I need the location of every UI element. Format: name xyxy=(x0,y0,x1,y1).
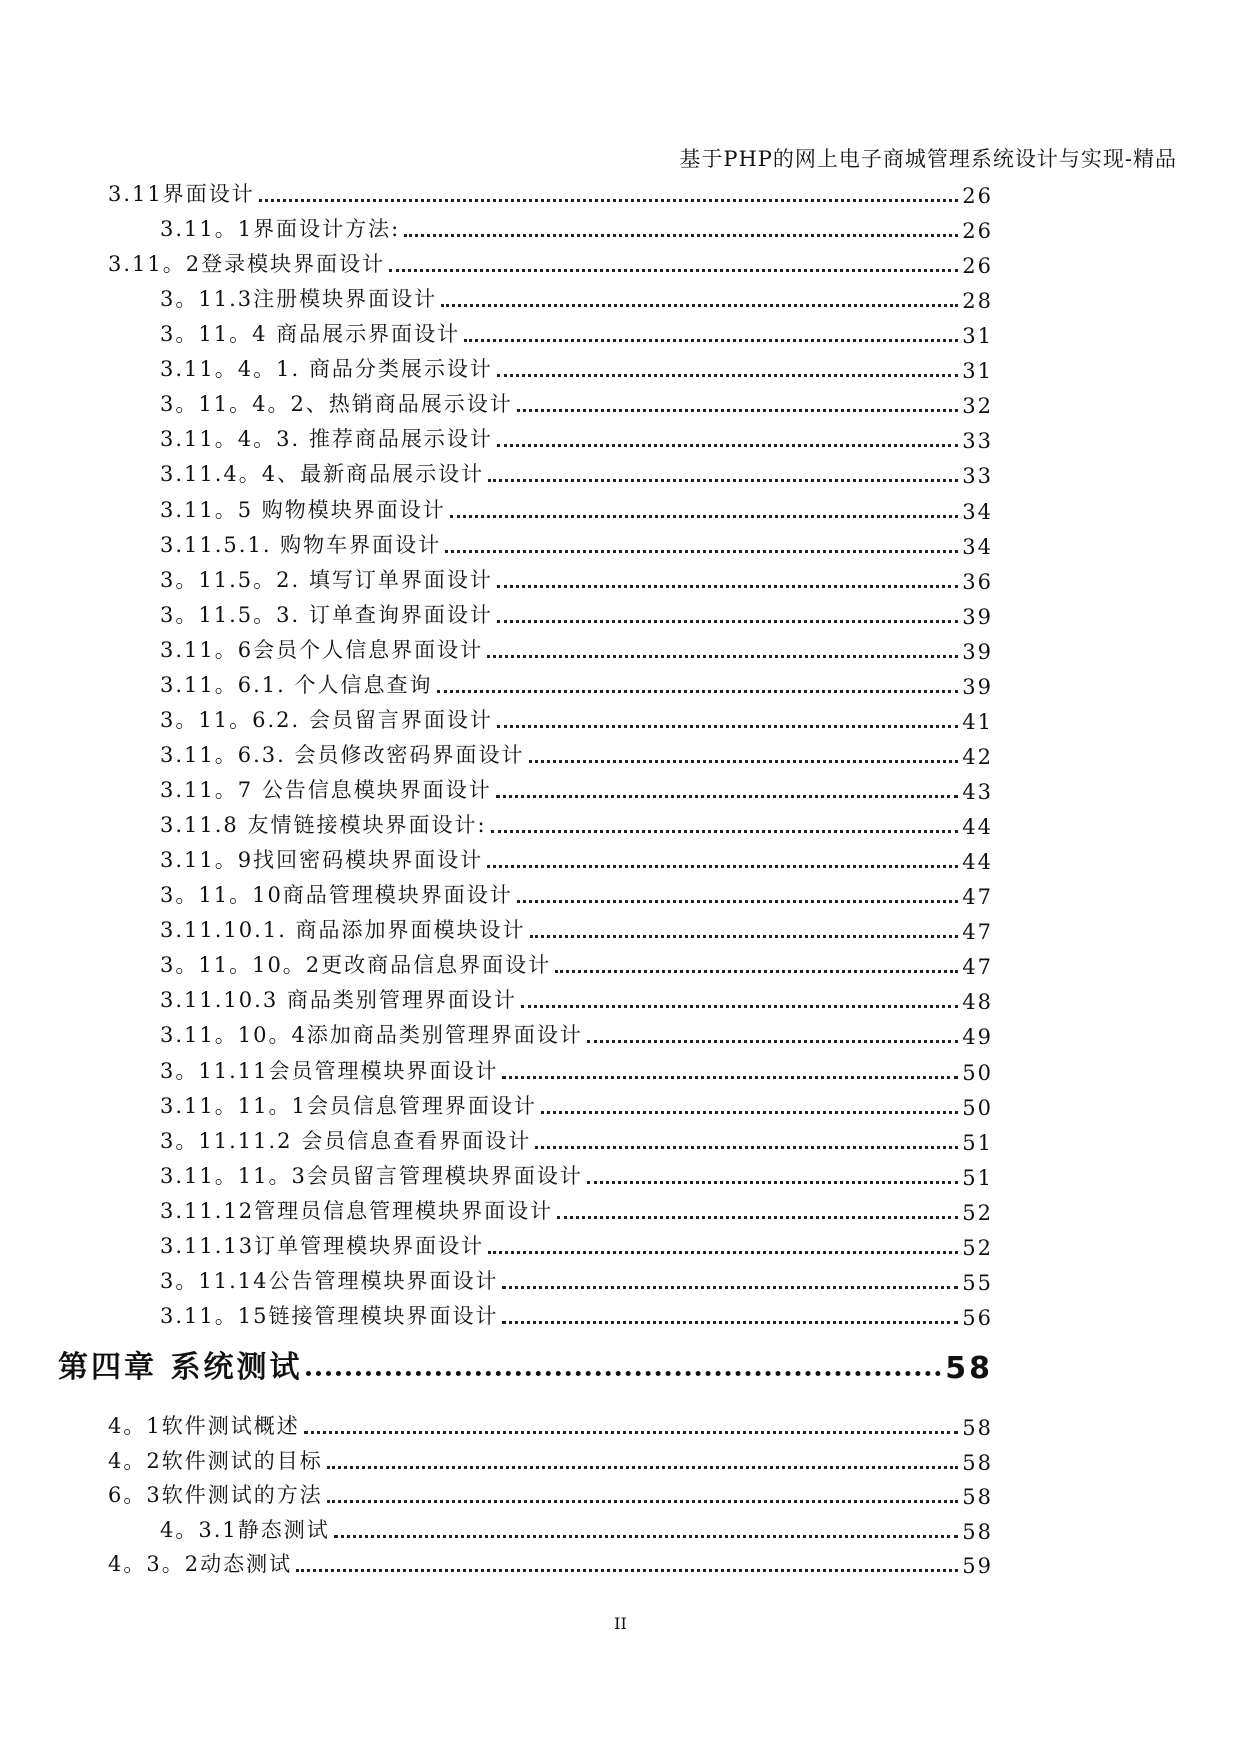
toc-leader-dots xyxy=(327,1465,959,1469)
toc-entry-label: 3。11.14公告管理模块界面设计 xyxy=(160,1268,499,1293)
toc-entry-label: 3.11。6.3. 会员修改密码界面设计 xyxy=(160,742,525,767)
toc-entry-page: 56 xyxy=(962,1305,993,1330)
toc-entry[interactable] xyxy=(160,770,993,804)
toc-entry-label: 4。2软件测试的目标 xyxy=(108,1448,323,1473)
toc-entry[interactable] xyxy=(160,560,993,594)
toc-entry[interactable] xyxy=(160,665,993,699)
toc-leader-dots xyxy=(502,1075,958,1079)
toc-entry-page: 47 xyxy=(962,920,993,945)
toc-leader-dots xyxy=(334,1534,959,1538)
toc-entry-label: 3.11.13订单管理模块界面设计 xyxy=(160,1233,485,1258)
toc-entry[interactable] xyxy=(160,1051,993,1085)
toc-entry[interactable] xyxy=(160,1191,993,1225)
toc-leader-dots xyxy=(327,1499,959,1503)
toc-entry-page: 26 xyxy=(962,184,993,208)
toc-entry-label: 4。3.1静态测试 xyxy=(160,1517,330,1542)
toc-entry-page: 28 xyxy=(962,289,993,314)
toc-entry[interactable] xyxy=(160,1156,993,1190)
toc-entry-label: 3.11。11。3会员留言管理模块界面设计 xyxy=(160,1163,583,1188)
toc-leader-dots xyxy=(535,1145,958,1149)
toc-entry[interactable] xyxy=(160,700,993,734)
toc-entry-page: 39 xyxy=(962,674,993,699)
toc-entry-label: 3.11。10。4添加商品类别管理界面设计 xyxy=(160,1023,583,1048)
toc-entry-page: 55 xyxy=(962,1270,993,1295)
toc-entry-label: 3.11。4。1. 商品分类展示设计 xyxy=(160,357,493,382)
toc-entry-page: 31 xyxy=(962,359,993,384)
page-number: II xyxy=(614,1614,627,1633)
toc-entry[interactable] xyxy=(160,525,993,559)
toc-leader-dots xyxy=(488,1250,958,1254)
toc-leader-dots xyxy=(555,969,958,973)
toc-entry-label: 3.11.12管理员信息管理模块界面设计 xyxy=(160,1198,554,1223)
toc-entry-label: 3。11。4 商品展示界面设计 xyxy=(160,322,461,347)
toc-leader-dots xyxy=(587,1180,958,1184)
toc-leader-dots xyxy=(389,268,958,272)
toc-entry-page: 34 xyxy=(962,499,993,524)
toc-leader-dots xyxy=(437,689,959,693)
toc-entry-label: 3。11。6.2. 会员留言界面设计 xyxy=(160,707,493,732)
toc-entry-page: 59 xyxy=(962,1554,993,1578)
toc-chapter-entry[interactable] xyxy=(58,1342,993,1386)
toc-entry-label: 3。11.11会员管理模块界面设计 xyxy=(160,1058,499,1083)
toc-leader-dots xyxy=(450,514,958,518)
toc-entry-label: 3.11。4。3. 推荐商品展示设计 xyxy=(160,427,493,452)
toc-leader-dots xyxy=(491,829,959,833)
toc-entry[interactable] xyxy=(160,630,993,664)
toc-entry[interactable] xyxy=(108,1441,993,1475)
toc-entry[interactable] xyxy=(160,875,993,909)
toc-leader-dots xyxy=(487,864,958,868)
toc-entry-label: 3。11.11.2 会员信息查看界面设计 xyxy=(160,1128,532,1153)
toc-entry-label: 3.11。6会员个人信息界面设计 xyxy=(160,637,484,662)
toc-entry-label: 3.11。1界面设计方法: xyxy=(160,217,401,242)
toc-entry-page: 52 xyxy=(962,1200,993,1225)
toc-entry-page: 33 xyxy=(962,464,993,489)
toc-entry-label: 3.11。2登录模块界面设计 xyxy=(108,252,386,277)
toc-entry-page: 58 xyxy=(962,1485,993,1509)
toc-leader-dots xyxy=(497,373,958,377)
toc-entry-label: 第四章 系统测试 xyxy=(58,1350,303,1385)
toc-leader-dots xyxy=(404,233,958,237)
toc-entry-page: 34 xyxy=(962,534,993,559)
toc-entry[interactable] xyxy=(160,980,993,1014)
toc-entry-page: 50 xyxy=(962,1095,993,1120)
toc-entry-page: 32 xyxy=(962,394,993,419)
toc-entry-page: 47 xyxy=(962,955,993,980)
toc-entry-page: 39 xyxy=(962,639,993,664)
toc-entry[interactable] xyxy=(108,244,993,278)
toc-entry-label: 3.11。7 公告信息模块界面设计 xyxy=(160,778,492,803)
toc-entry-label: 3.11.10.1. 商品添加界面模块设计 xyxy=(160,918,526,943)
toc-entry-label: 3.11。9找回密码模块界面设计 xyxy=(160,848,484,873)
toc-entry-page: 49 xyxy=(962,1025,993,1050)
toc-entry-label: 3。11。10商品管理模块界面设计 xyxy=(160,883,513,908)
toc-leader-dots xyxy=(259,198,959,202)
toc-entry-label: 3.11.4。4、最新商品展示设计 xyxy=(160,462,485,487)
toc-leader-dots xyxy=(497,619,958,623)
toc-entry[interactable] xyxy=(160,454,993,488)
toc-entry-page: 51 xyxy=(962,1130,993,1155)
toc-entry-page: 51 xyxy=(962,1165,993,1190)
toc-entry-page: 43 xyxy=(962,780,993,805)
toc-entry[interactable] xyxy=(160,1121,993,1155)
toc-leader-dots xyxy=(464,338,958,342)
toc-entry[interactable] xyxy=(160,945,993,979)
toc-entry[interactable] xyxy=(160,314,993,348)
toc-entry[interactable] xyxy=(160,1015,993,1049)
toc-entry-label: 3.11.5.1. 购物车界面设计 xyxy=(160,532,442,557)
toc-entry-page: 39 xyxy=(962,604,993,629)
toc-entry[interactable] xyxy=(160,349,993,383)
toc-entry-label: 3.11。6.1. 个人信息查询 xyxy=(160,672,433,697)
toc-entry[interactable] xyxy=(160,1261,993,1295)
toc-entry-label: 3。11。10。2更改商品信息界面设计 xyxy=(160,953,552,978)
toc-entry-page: 33 xyxy=(962,429,993,454)
toc-entry-label: 3.11.8 友情链接模块界面设计: xyxy=(160,813,487,838)
toc-entry-page: 44 xyxy=(962,815,993,840)
toc-leader-dots xyxy=(488,478,958,482)
toc-entry[interactable] xyxy=(160,910,993,944)
toc-leader-dots xyxy=(306,1370,941,1376)
toc-entry-page: 50 xyxy=(962,1060,993,1085)
toc-entry[interactable] xyxy=(160,1510,993,1544)
toc-entry-page: 58 xyxy=(962,1416,993,1440)
toc-entry-page: 52 xyxy=(962,1235,993,1260)
toc-leader-dots xyxy=(487,654,958,658)
toc-entry-label: 3.11界面设计 xyxy=(108,182,255,206)
toc-entry-label: 3.11。11。1会员信息管理界面设计 xyxy=(160,1093,537,1118)
toc-leader-dots xyxy=(557,1215,958,1219)
document-header: 基于PHP的网上电子商城管理系统设计与实现-精品 xyxy=(679,147,1177,171)
toc-entry-label: 4。1软件测试概述 xyxy=(108,1414,300,1438)
toc-entry[interactable] xyxy=(160,735,993,769)
toc-entry-page: 31 xyxy=(962,324,993,349)
toc-entry-page: 42 xyxy=(962,744,993,769)
toc-entry-page: 48 xyxy=(962,990,993,1015)
toc-entry-label: 6。3软件测试的方法 xyxy=(108,1483,323,1507)
toc-entry-page: 44 xyxy=(962,850,993,875)
toc-entry-label: 3。11。4。2、热销商品展示设计 xyxy=(160,392,513,417)
toc-entry-label: 3。11.3注册模块界面设计 xyxy=(160,287,438,312)
toc-leader-dots xyxy=(517,408,958,412)
toc-entry[interactable] xyxy=(160,419,993,453)
toc-entry-page: 26 xyxy=(962,254,993,279)
toc-leader-dots xyxy=(296,1568,958,1572)
toc-entry[interactable] xyxy=(160,805,993,839)
toc-leader-dots xyxy=(304,1430,959,1434)
toc-entry[interactable] xyxy=(160,1226,993,1260)
toc-entry-page: 36 xyxy=(962,569,993,594)
toc-entry[interactable] xyxy=(160,1086,993,1120)
toc-leader-dots xyxy=(530,934,959,938)
toc-entry-page: 26 xyxy=(962,219,993,244)
toc-entry[interactable] xyxy=(160,279,993,313)
toc-entry-label: 4。3。2动态测试 xyxy=(108,1552,293,1576)
toc-leader-dots xyxy=(497,584,958,588)
toc-leader-dots xyxy=(529,759,959,763)
toc-entry-label: 3.11。15链接管理模块界面设计 xyxy=(160,1303,499,1328)
toc-leader-dots xyxy=(541,1110,958,1114)
toc-leader-dots xyxy=(496,794,958,798)
toc-entry[interactable] xyxy=(108,174,993,208)
toc-entry[interactable] xyxy=(160,595,993,629)
toc-entry-label: 3.11.10.3 商品类别管理界面设计 xyxy=(160,988,517,1013)
toc-leader-dots xyxy=(497,443,958,447)
toc-entry[interactable] xyxy=(160,384,993,418)
toc-leader-dots xyxy=(445,549,958,553)
toc-entry-page: 41 xyxy=(962,709,993,734)
toc-leader-dots xyxy=(521,1004,958,1008)
toc-entry[interactable] xyxy=(108,1475,993,1509)
toc-leader-dots xyxy=(517,899,958,903)
toc-entry[interactable] xyxy=(160,840,993,874)
toc-leader-dots xyxy=(441,303,958,307)
toc-leader-dots xyxy=(502,1320,958,1324)
toc-leader-dots xyxy=(587,1039,958,1043)
toc-entry-page: 47 xyxy=(962,885,993,910)
toc-entry[interactable] xyxy=(108,1406,993,1440)
toc-entry-label: 3.11。5 购物模块界面设计 xyxy=(160,497,446,522)
toc-entry[interactable] xyxy=(108,1544,993,1578)
toc-entry-label: 3。11.5。3. 订单查询界面设计 xyxy=(160,602,493,627)
toc-entry[interactable] xyxy=(160,1296,993,1330)
toc-entry-page: 58 xyxy=(962,1450,993,1475)
toc-entry[interactable] xyxy=(160,490,993,524)
toc-entry-page: 58 xyxy=(962,1519,993,1544)
toc-entry-label: 3。11.5。2. 填写订单界面设计 xyxy=(160,567,493,592)
toc-leader-dots xyxy=(502,1285,958,1289)
toc-entry-page: 58 xyxy=(945,1351,993,1386)
toc-leader-dots xyxy=(497,724,958,728)
toc-entry[interactable] xyxy=(160,209,993,243)
